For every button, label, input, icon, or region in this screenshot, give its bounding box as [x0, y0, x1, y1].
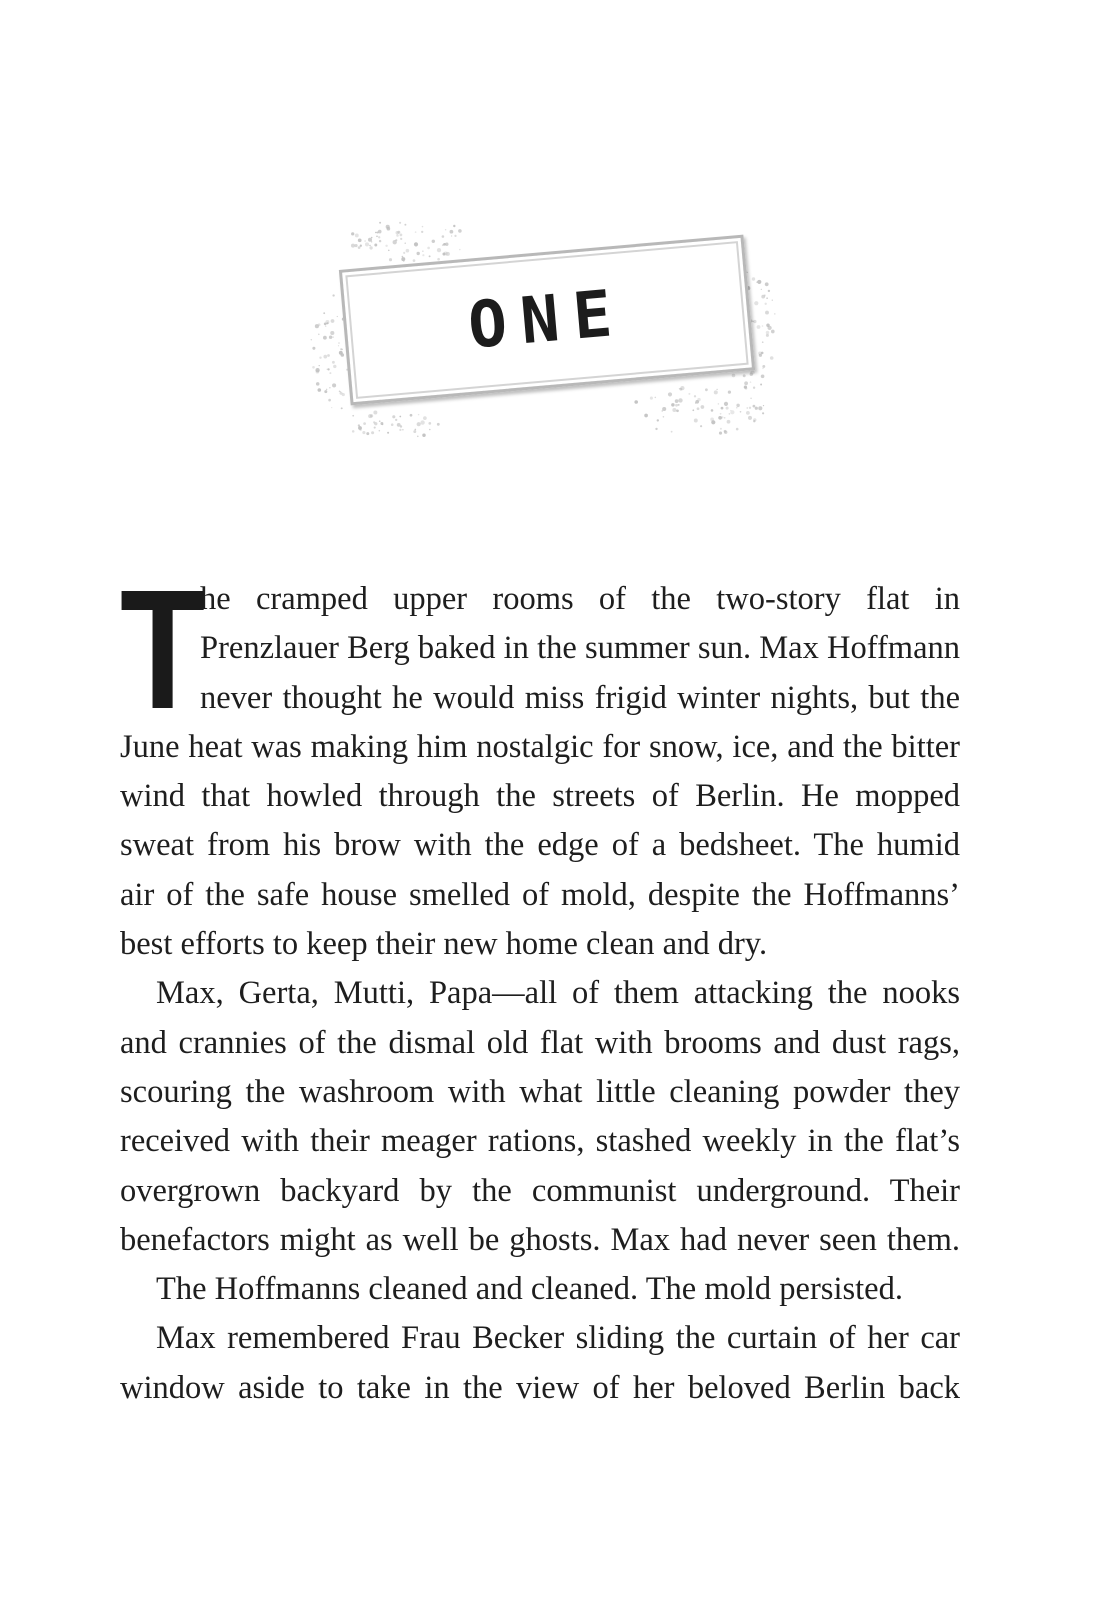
speckle	[724, 431, 727, 434]
speckle	[403, 261, 404, 262]
speckle	[312, 347, 315, 350]
speckle	[418, 414, 419, 415]
speckle	[747, 407, 748, 408]
speckle	[753, 418, 756, 421]
speckle	[331, 407, 332, 408]
text-line: The Hoffmanns cleaned and cleaned. The mold persisted.	[156, 1271, 903, 1308]
speckle	[720, 413, 722, 415]
chapter-heading: ONE	[465, 276, 629, 364]
speckle	[757, 280, 761, 284]
speckle	[352, 415, 354, 417]
speckle	[323, 312, 325, 314]
speckle	[437, 248, 441, 252]
speckle	[328, 368, 330, 370]
speckle	[376, 235, 378, 237]
speckle	[716, 389, 717, 390]
speckle	[458, 229, 462, 233]
speckle	[765, 282, 769, 286]
speckle	[757, 325, 761, 329]
speckle	[750, 397, 752, 399]
speckle	[417, 422, 421, 426]
speckle	[675, 404, 678, 407]
speckle	[351, 244, 355, 248]
speckle	[421, 231, 423, 233]
speckle	[453, 225, 455, 227]
speckle	[752, 321, 753, 322]
speckle	[728, 390, 731, 393]
speckle	[329, 336, 332, 339]
speckle	[403, 252, 405, 254]
speckle	[644, 414, 648, 418]
speckle	[724, 402, 728, 406]
speckle	[402, 429, 404, 431]
drop-cap: T	[120, 555, 206, 745]
speckle	[362, 431, 365, 434]
speckle	[351, 232, 354, 235]
speckle	[355, 244, 358, 247]
text-line: best efforts to keep their new home clean and dry.	[120, 926, 768, 963]
text-line: Prenzlauer Berg baked in the summer sun. Max Hoffmann	[200, 630, 960, 667]
speckle	[396, 234, 399, 237]
speckle	[692, 409, 694, 411]
speckle	[450, 230, 454, 234]
speckle	[729, 413, 731, 415]
speckle	[662, 410, 663, 411]
paragraph-2	[120, 969, 960, 1265]
speckle	[318, 334, 320, 336]
speckle	[746, 411, 750, 415]
speckle	[360, 245, 362, 247]
speckle	[744, 381, 748, 385]
speckle	[655, 428, 657, 430]
speckle	[395, 419, 397, 421]
speckle	[332, 294, 334, 296]
speckle	[761, 374, 765, 378]
speckle	[429, 429, 431, 431]
speckle	[342, 393, 345, 396]
speckle	[399, 222, 401, 224]
speckle	[388, 250, 389, 251]
chapter-heading-stamp	[300, 200, 800, 460]
speckle	[316, 370, 320, 374]
speckle	[371, 237, 373, 239]
speckle	[678, 404, 680, 406]
speckle	[442, 252, 445, 255]
speckle	[427, 247, 430, 250]
speckle	[710, 418, 714, 422]
speckle	[772, 299, 773, 300]
speckle	[719, 432, 722, 435]
speckle	[325, 326, 326, 327]
speckle	[745, 387, 748, 390]
speckle	[668, 392, 672, 396]
speckle	[328, 399, 331, 402]
speckle	[718, 403, 720, 405]
speckle	[352, 430, 355, 433]
speckle	[740, 411, 742, 413]
speckle	[373, 411, 377, 415]
speckle	[391, 423, 394, 426]
speckle	[417, 436, 419, 438]
speckle	[760, 384, 762, 386]
speckle	[676, 409, 679, 412]
speckle	[442, 235, 445, 238]
speckle	[371, 241, 372, 242]
speckle	[413, 430, 416, 433]
speckle	[443, 243, 446, 246]
speckle	[326, 389, 328, 391]
speckle	[323, 336, 327, 340]
speckle	[753, 387, 755, 389]
speckle	[379, 240, 381, 242]
speckle	[332, 336, 333, 337]
speckle	[338, 342, 340, 344]
text-line: window aside to take in the view of her beloved Berlin back	[120, 1369, 960, 1406]
speckle	[726, 407, 729, 410]
speckle	[415, 231, 417, 233]
speckle	[655, 397, 657, 399]
speckle	[380, 422, 383, 425]
speckle	[766, 334, 769, 337]
speckle	[762, 341, 764, 343]
speckle	[724, 417, 726, 419]
speckle	[375, 232, 376, 233]
speckle	[378, 230, 382, 234]
speckle	[389, 258, 392, 261]
speckle	[400, 234, 403, 237]
speckle	[374, 427, 376, 429]
speckle	[311, 339, 312, 340]
speckle	[754, 301, 758, 305]
speckle	[758, 352, 761, 355]
speckle	[695, 402, 696, 403]
speckle	[417, 252, 420, 255]
speckle	[393, 240, 397, 244]
speckle	[766, 331, 769, 334]
speckle	[634, 400, 638, 404]
speckle	[697, 407, 700, 410]
paragraph-3	[120, 1265, 960, 1314]
speckle	[765, 311, 769, 315]
speckle	[451, 235, 452, 236]
speckle	[358, 246, 361, 249]
speckle	[400, 238, 402, 240]
speckle	[432, 240, 435, 243]
text-line: received with their meager rations, stashed weekly in the flat’s	[120, 1123, 960, 1160]
text-line: June heat was making him nostalgic for snow, ice, and the bitter	[120, 728, 960, 765]
speckle	[404, 224, 406, 226]
speckle	[763, 405, 764, 406]
speckle	[359, 429, 361, 431]
paragraph-4	[120, 1314, 960, 1413]
speckle	[765, 303, 767, 305]
speckle	[325, 320, 329, 324]
speckle	[753, 405, 756, 408]
speckle	[329, 387, 330, 388]
speckle	[319, 365, 320, 366]
speckle	[316, 382, 320, 386]
text-line: and crannies of the dismal old flat with brooms and dust rags,	[120, 1024, 960, 1061]
speckle	[337, 316, 338, 317]
speckle	[445, 229, 446, 230]
speckle	[420, 420, 424, 424]
text-line: air of the safe house smelled of mold, despite the Hoffmanns’	[120, 876, 960, 913]
speckle	[341, 407, 343, 409]
speckle	[663, 416, 665, 418]
speckle	[364, 240, 366, 242]
speckle	[331, 319, 335, 323]
speckle	[762, 368, 764, 370]
speckle	[333, 365, 336, 368]
speckle	[720, 428, 722, 430]
speckle	[768, 290, 770, 292]
speckle	[437, 423, 440, 426]
speckle	[402, 256, 404, 258]
speckle	[312, 366, 315, 369]
text-line: he cramped upper rooms of the two-story flat in	[200, 581, 960, 617]
chapter-body	[120, 555, 960, 1413]
speckle	[324, 390, 327, 393]
speckle	[368, 238, 372, 242]
speckle	[459, 249, 460, 250]
speckle	[379, 222, 381, 224]
speckle	[762, 325, 764, 327]
speckle	[422, 254, 424, 256]
speckle	[752, 277, 755, 280]
speckle	[736, 404, 739, 407]
paragraph-1	[120, 555, 960, 969]
speckle	[327, 354, 330, 357]
text-line: Max, Gerta, Mutti, Papa—all of them attacking the nooks	[156, 975, 960, 1012]
speckle	[678, 398, 682, 402]
text-line: Max remembered Frau Becker sliding the curtain of her car	[156, 1320, 960, 1357]
speckle	[700, 425, 702, 427]
speckle	[366, 432, 369, 435]
speckle	[332, 383, 336, 387]
speckle	[392, 415, 395, 418]
speckle	[414, 242, 418, 246]
speckle	[422, 251, 423, 252]
speckle	[770, 356, 774, 360]
speckle	[767, 326, 771, 330]
speckle	[761, 289, 762, 290]
speckle	[338, 345, 339, 346]
speckle	[736, 407, 738, 409]
speckle	[319, 356, 321, 358]
speckle	[422, 226, 423, 227]
speckle	[399, 416, 401, 418]
speckle	[369, 246, 372, 249]
speckle	[406, 249, 410, 253]
text-line: scouring the washroom with what little cleaning powder they	[120, 1073, 960, 1110]
speckle	[749, 407, 751, 409]
speckle	[697, 398, 700, 401]
speckle	[379, 420, 381, 422]
speckle	[428, 422, 431, 425]
speckle	[355, 233, 359, 237]
speckle	[365, 242, 369, 246]
speckle	[771, 330, 775, 334]
speckle	[371, 431, 374, 434]
speckle	[332, 361, 335, 364]
text-line: sweat from his brow with the edge of a bedsheet. The humid	[120, 827, 960, 864]
speckle	[378, 236, 380, 238]
speckle	[721, 407, 724, 410]
speckle	[401, 257, 405, 261]
speckle	[315, 324, 319, 328]
speckle	[774, 313, 776, 315]
speckle	[379, 430, 381, 432]
speckle	[755, 407, 758, 410]
speckle	[732, 374, 736, 378]
speckle	[736, 428, 739, 431]
speckle	[761, 295, 765, 299]
speckle	[370, 414, 373, 417]
speckle	[743, 374, 746, 377]
speckle	[341, 353, 345, 357]
speckle	[429, 255, 431, 257]
speckle	[750, 370, 754, 374]
speckle	[363, 422, 366, 425]
speckle	[657, 419, 659, 421]
speckle	[701, 405, 705, 409]
speckle	[397, 423, 401, 427]
speckle	[727, 420, 731, 424]
speckle	[454, 235, 456, 237]
speckle	[341, 349, 343, 351]
speckle	[374, 422, 377, 425]
speckle	[405, 243, 406, 244]
speckle	[671, 403, 674, 406]
speckle	[387, 432, 389, 434]
speckle	[413, 259, 416, 262]
speckle	[694, 395, 696, 397]
text-line: overgrown backyard by the communist underground. Their	[120, 1172, 960, 1209]
speckle	[688, 393, 690, 395]
speckle	[762, 412, 764, 414]
speckle	[396, 231, 399, 234]
speckle	[415, 243, 416, 244]
speckle	[679, 388, 681, 390]
speckle	[694, 419, 698, 423]
speckle	[671, 431, 673, 433]
speckle	[369, 245, 370, 246]
text-line: wind that howled through the streets of Berlin. He mopped	[120, 778, 960, 815]
speckle	[358, 238, 362, 242]
speckle	[374, 244, 377, 247]
speckle	[718, 416, 722, 420]
speckle	[317, 388, 321, 392]
speckle	[340, 391, 341, 392]
speckle	[650, 397, 653, 400]
speckle	[387, 227, 391, 231]
speckle	[766, 297, 768, 299]
speckle	[730, 410, 734, 414]
speckle	[711, 409, 714, 412]
text-line: never thought he would miss frigid winter nights, but the	[200, 679, 960, 716]
speckle	[758, 406, 762, 410]
speckle	[423, 416, 427, 420]
speckle	[675, 399, 679, 403]
speckle	[705, 388, 708, 391]
speckle	[762, 365, 765, 368]
speckle	[410, 414, 413, 417]
speckle	[714, 390, 718, 394]
speckle	[385, 245, 387, 247]
speckle	[672, 408, 676, 412]
text-line: benefactors might as well be ghosts. Max had never seen them.	[120, 1221, 960, 1258]
speckle	[399, 429, 401, 431]
speckle	[323, 355, 327, 359]
speckle	[422, 433, 425, 436]
speckle	[358, 424, 360, 426]
speckle	[414, 429, 416, 431]
speckle	[329, 372, 331, 374]
speckle	[748, 416, 752, 420]
speckle	[662, 407, 666, 411]
speckle	[750, 381, 752, 383]
speckle	[330, 331, 334, 335]
